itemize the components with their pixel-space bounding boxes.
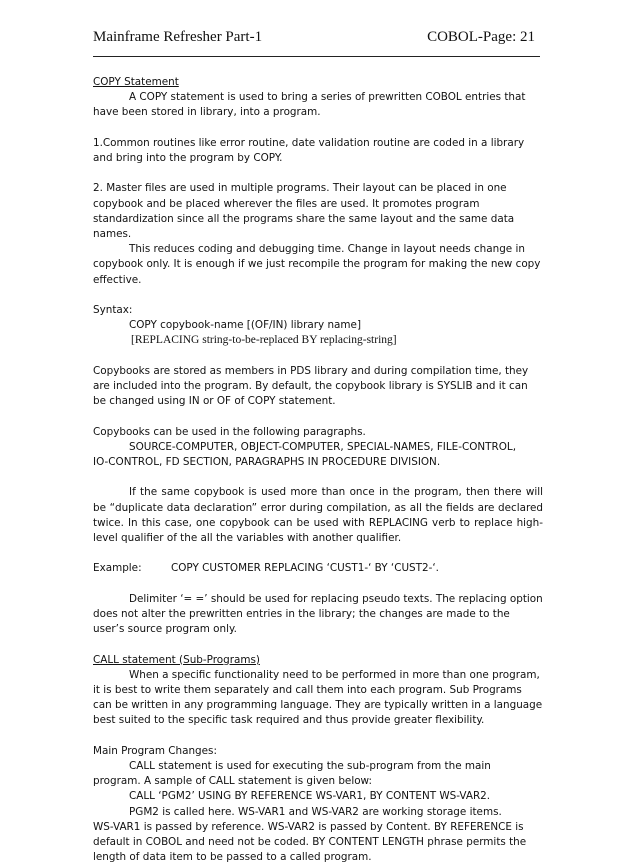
copy-section-title: COPY Statement [93,76,179,88]
call-section-title: CALL statement (Sub-Programs) [93,653,260,666]
call-main-program [93,744,543,865]
page-body [93,75,543,865]
copy-point-2: 2. Master files are used in multiple programs. Their layout can be placed in one copybook and be placed wherever the files are used. It promotes program standardization since all the programs share the same layout and the same data names. [93,182,515,240]
copy-paragraphs-list [93,425,543,471]
example-text: COPY CUSTOMER REPLACING ‘CUST1-‘ BY ‘CUST2-‘. [171,562,439,575]
main-program-label: Main Program Changes: [93,744,217,757]
main-program-line-1: CALL statement is used for executing the sub-program from the main [129,759,491,772]
call-section-title-row [93,653,543,668]
copy-duplicate-paragraph: If the same copybook is used more than once in the program, then there will be “duplicate data declaration” error during compilation, as all the fields are declared twice. In this case, one copybook can be used with REPLACING verb to replace high-level qualifier of the all the variables with another qualifier. [93,486,543,544]
header-divider [93,56,540,57]
copy-syntax [93,303,543,349]
syntax-line-1: COPY copybook-name [(OF/IN) library name] [129,319,361,332]
main-program-line-2: program. A sample of CALL statement is given below: [93,775,372,788]
copy-point-2-continued: This reduces coding and debugging time. Change in layout needs change in copybook only. It is enough if we just recompile the program for making the new copy effective. [93,243,541,286]
header-page-number: COBOL-Page: 21 [427,29,535,45]
copy-intro-line1: A COPY statement is used to bring a series of prewritten COBOL entries that [129,91,526,104]
call-notes-line-1: PGM2 is called here. WS-VAR1 and WS-VAR2 are working storage items. [129,805,502,818]
copy-intro [93,75,543,121]
call-sample: CALL ‘PGM2’ USING BY REFERENCE WS-VAR1, BY CONTENT WS-VAR2. [129,790,491,803]
paragraphs-intro: Copybooks can be used in the following paragraphs. [93,425,366,438]
header-title: Mainframe Refresher Part-1 [93,29,263,45]
call-intro: When a specific functionality need to be performed in more than one program, it is best to write them separately and call them into each program. Sub Programs can be written in any programming language. They are typically written in a language best suited to the specific task required and thus provide greater flexibility. [93,668,543,727]
copy-pds-paragraph: Copybooks are stored as members in PDS library and during compilation time, they are included into the program. By default, the copybook library is SYSLIB and it can be changed using IN or OF of COPY statement. [93,364,529,408]
example-label: Example: [93,562,142,575]
copy-intro-line2: have been stored in library, into a program. [93,106,321,119]
paragraphs-line-2: IO-CONTROL, FD SECTION, PARAGRAPHS IN PROCEDURE DIVISION. [93,456,441,468]
copy-point-1: 1.Common routines like error routine, date validation routine are coded in a library and bring into the program by COPY. [93,136,525,164]
syntax-line-2: [REPLACING string-to-be-replaced BY replacing-string] [131,334,397,347]
paragraphs-line-1: SOURCE-COMPUTER, OBJECT-COMPUTER, SPECIAL-NAMES, FILE-CONTROL, [129,440,517,453]
copy-delimiter-paragraph: Delimiter ‘= =’ should be used for replacing pseudo texts. The replacing option does not alter the prewritten entries in the library; the changes are made to the user’s source program only. [93,592,543,636]
copy-example [93,561,543,576]
call-notes-rest: WS-VAR1 is passed by reference. WS-VAR2 is passed by Content. BY REFERENCE is default in COBOL and need not be coded. BY CONTENT LENGTH phrase permits the length of data item to be passed to a called program. [93,820,527,864]
syntax-label: Syntax: [93,304,133,316]
